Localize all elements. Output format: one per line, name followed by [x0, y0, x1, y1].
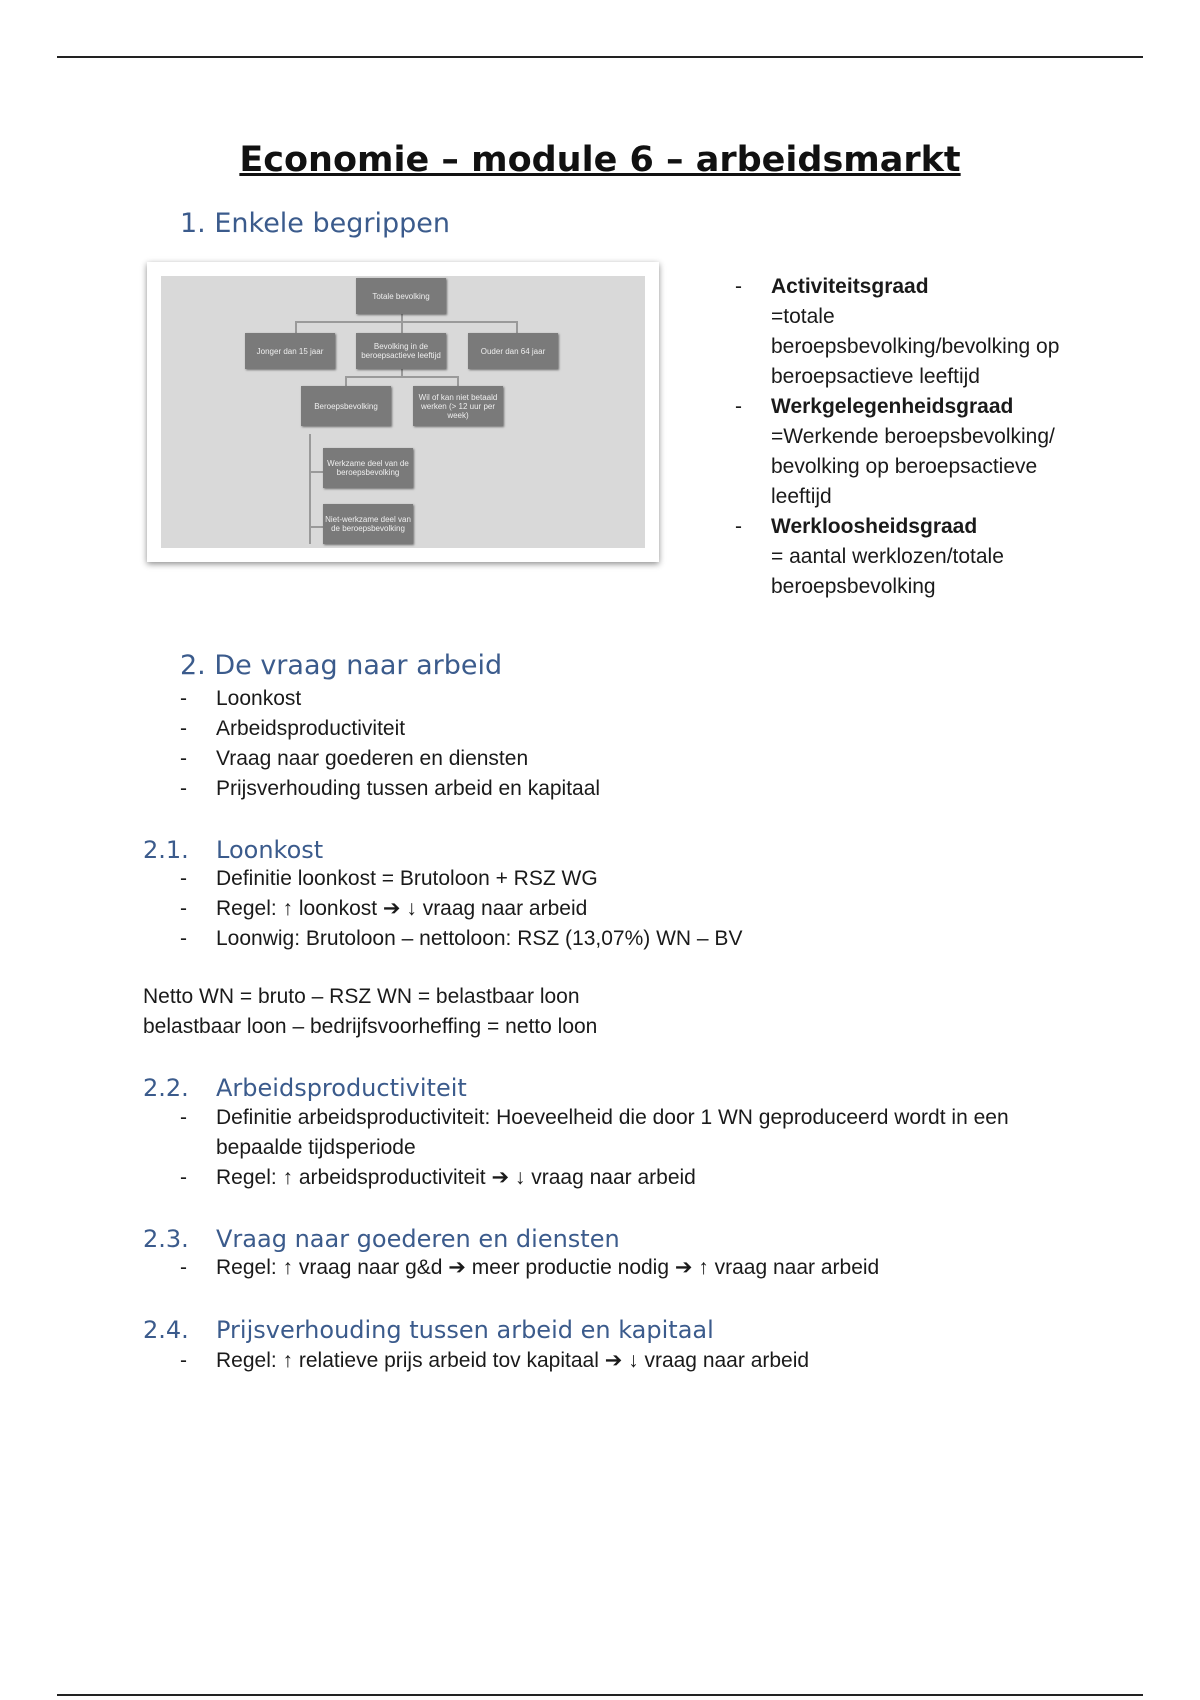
- section-number: 2.1.: [143, 836, 189, 864]
- section-number: 2.2.: [143, 1074, 189, 1102]
- section-title: Prijsverhouding tussen arbeid en kapitaal: [216, 1316, 714, 1344]
- section-number: 2.4.: [143, 1316, 189, 1344]
- diagram-node-labor-force: Beroepsbevolking: [301, 386, 391, 426]
- top-rule: [57, 56, 1143, 58]
- list-item: - Arbeidsproductiviteit: [180, 714, 980, 744]
- bottom-rule: [57, 1694, 1143, 1696]
- diagram-node-employed: Werkzame deel van de beroepsbevolking: [323, 448, 413, 488]
- connector: [295, 321, 297, 333]
- definitions-list: [735, 272, 1075, 602]
- connector: [309, 471, 323, 473]
- connector: [457, 376, 459, 386]
- population-diagram: [147, 262, 659, 562]
- list-item: - Loonkost: [180, 684, 980, 714]
- section-2-heading: 2. De vraag naar arbeid: [180, 650, 503, 681]
- list-item: - Regel: ↑ loonkost ➔ ↓ vraag naar arbeid: [180, 894, 1060, 924]
- definition-term: Werkgelegenheidsgraad: [771, 395, 1014, 418]
- diagram-node-total-population: Totale bevolking: [356, 278, 446, 314]
- section-2-4-list: [180, 1346, 1080, 1376]
- section-2-list: [180, 684, 980, 804]
- list-item: - Definitie arbeidsproductiviteit: Hoeveelheid die door 1 WN geproduceerd wordt in een bepaalde tijdsperiode: [180, 1103, 1060, 1163]
- section-1-heading: 1. Enkele begrippen: [180, 208, 450, 239]
- connector: [345, 376, 347, 386]
- connector: [345, 376, 459, 378]
- diagram-node-over-64: Ouder dan 64 jaar: [468, 333, 558, 369]
- list-item: - Vraag naar goederen en diensten: [180, 744, 980, 774]
- section-2-1-list: [180, 864, 1060, 954]
- net-wage-line-2: belastbaar loon – bedrijfsvoorheffing = netto loon: [143, 1015, 598, 1038]
- list-item: - Definitie loonkost = Brutoloon + RSZ WG: [180, 864, 1060, 894]
- connector: [516, 321, 518, 333]
- section-2-2-heading: [143, 1074, 467, 1102]
- diagram-canvas: [161, 276, 645, 548]
- section-title: Loonkost: [216, 836, 324, 864]
- section-2-4-heading: [143, 1316, 714, 1344]
- section-2-1-heading: [143, 836, 323, 864]
- list-item: - Loonwig: Brutoloon – nettoloon: RSZ (13,07%) WN – BV: [180, 924, 1060, 954]
- diagram-node-working-age: Bevolking in de beroepsactieve leeftijd: [356, 333, 446, 369]
- definition-text: =totale beroepsbevolking/bevolking op beroepsactieve leeftijd: [771, 305, 1060, 388]
- list-item: - Regel: ↑ relatieve prijs arbeid tov kapitaal ➔ ↓ vraag naar arbeid: [180, 1346, 1080, 1376]
- connector: [309, 526, 323, 528]
- page-title: Economie – module 6 – arbeidsmarkt: [239, 140, 961, 180]
- definition-term: Werkloosheidsgraad: [771, 515, 978, 538]
- section-number: 2.3.: [143, 1225, 189, 1253]
- diagram-node-under-15: Jonger dan 15 jaar: [245, 333, 335, 369]
- definition-item: [735, 272, 1075, 392]
- definition-text: =Werkende beroepsbevolking/ bevolking op beroepsactieve leeftijd: [771, 425, 1055, 508]
- connector: [401, 321, 403, 333]
- diagram-node-inactive: Wil of kan niet betaald werken (> 12 uur per week): [413, 386, 503, 426]
- section-title: Arbeidsproductiviteit: [216, 1074, 467, 1102]
- definition-item: [735, 512, 1075, 602]
- section-2-2-list: [180, 1103, 1060, 1193]
- net-wage-line-1: Netto WN = bruto – RSZ WN = belastbaar loon: [143, 985, 580, 1008]
- definition-text: = aantal werklozen/totale beroepsbevolking: [771, 545, 1004, 598]
- section-title: Vraag naar goederen en diensten: [216, 1225, 620, 1253]
- definition-item: [735, 392, 1075, 512]
- section-2-3-heading: [143, 1225, 620, 1253]
- definition-term: Activiteitsgraad: [771, 275, 929, 298]
- diagram-node-unemployed: Niet-werkzame deel van de beroepsbevolking: [323, 504, 413, 544]
- section-2-3-list: [180, 1253, 1080, 1283]
- list-item: - Regel: ↑ arbeidsproductiviteit ➔ ↓ vraag naar arbeid: [180, 1163, 1060, 1193]
- list-item: - Regel: ↑ vraag naar g&d ➔ meer productie nodig ➔ ↑ vraag naar arbeid: [180, 1253, 1080, 1283]
- connector: [295, 321, 517, 323]
- list-item: - Prijsverhouding tussen arbeid en kapitaal: [180, 774, 980, 804]
